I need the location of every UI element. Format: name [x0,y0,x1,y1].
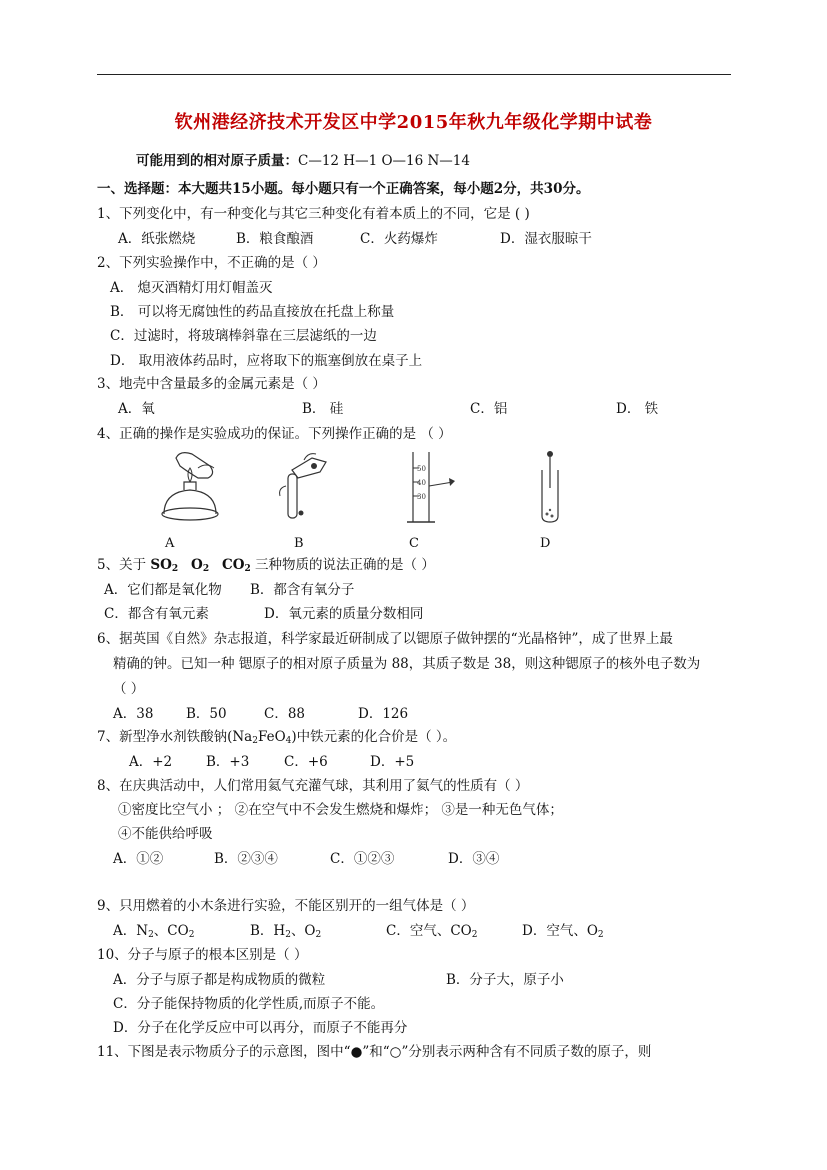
q7-option-c: C．+6 [284,754,328,770]
figure-label-c: C [409,536,419,551]
q10-option-b: B．分子大，原子小 [446,972,564,988]
q8-option-d: D．③④ [448,851,500,867]
q5-option-b: B．都含有氧分子 [250,582,355,598]
q6-line3: （ ） [113,681,145,697]
q5-option-a: A．它们都是氧化物 [104,582,222,598]
q8-properties-line1: ①密度比空气小 ； ②在空气中不会发生燃烧和爆炸； ③是一种无色气体； [118,802,563,818]
q3-option-d: D． 铁 [616,401,659,417]
q1-option-a: A．纸张燃烧 [118,231,196,247]
q8-properties-line2: ④不能供给呼吸 [118,826,213,842]
figure-b-test-tube-pour [268,448,338,523]
figure-d-dropper-tube [530,448,570,526]
q7-option-a: A．+2 [129,754,173,770]
q9-option-b: B．$H_2$、$O_2$ [250,923,322,940]
q3-stem: 3、地壳中含量最多的金属元素是（ ） [97,376,326,392]
q8-option-a: A．①② [113,851,164,867]
q8-option-c: C．①②③ [330,851,395,867]
q9-option-d: D．空气、$O_2$ [522,923,604,940]
q9-option-c: C．空气、$CO_2$ [386,923,478,940]
q1-stem: 1、下列变化中，有一种变化与其它三种变化有着本质上的不同，它是 ( ) [97,206,530,222]
page-title: 钦州港经济技术开发区中学2015年秋九年级化学期中试卷 [174,112,653,133]
q6-option-b: B．50 [186,706,227,722]
q10-option-c: C．分子能保持物质的化学性质,而原子不能。 [113,996,385,1012]
q10-option-d: D．分子在化学反应中可以再分，而原子不能再分 [113,1020,408,1036]
q6-option-a: A．38 [113,706,154,722]
q2-option-d: D． 取用液体药品时，应将取下的瓶塞倒放在桌子上 [110,353,423,369]
header-rule [97,74,731,75]
q6-option-d: D．126 [358,706,409,722]
atomic-mass-line [136,152,470,170]
q1-option-b: B．粮食酿酒 [236,231,314,247]
formula-so2: $SO_2$ [150,557,179,574]
q2-stem: 2、下列实验操作中，不正确的是（ ） [97,255,326,271]
q5-option-c: C．都含有氧元素 [104,606,209,622]
atomic-mass-values: C—12 H—1 O—16 N—14 [298,153,470,169]
q4-stem: 4、正确的操作是实验成功的保证。下列操作正确的是 （ ） [97,426,452,442]
q10-option-a: A．分子与原子都是构成物质的微粒 [113,972,326,988]
q6-line1: 6、据英国《自然》杂志报道，科学家最近研制成了以锶原子做钟摆的“光晶格钟”，成了世界上最 [97,631,673,647]
q3-option-c: C．铝 [470,401,508,417]
q6-line2: 精确的钟。已知一种 锶原子的相对原子质量为 88，其质子数是 38，则这种锶原子的核外电子数为 [113,656,701,672]
q5-option-d: D．氧元素的质量分数相同 [264,606,424,622]
q1-option-d: D．湿衣服晾干 [500,231,592,247]
formula-co2: $CO_2$ [221,557,251,574]
cylinder-tick-40: 40 [417,479,426,487]
atomic-mass-label: 可能用到的相对原子质量： [136,153,298,169]
q3-option-b: B． 硅 [302,401,344,417]
q2-option-b: B． 可以将无腐蚀性的药品直接放在托盘上称量 [110,304,395,320]
q3-option-a: A．氧 [118,401,155,417]
q5-stem: 5、关于 $SO_2$ $O_2$ $CO_2$ 三种物质的说法正确的是（ ） [97,557,435,574]
q11-stem: 11、下图是表示物质分子的示意图，图中“●”和“○”分别表示两种含有不同质子数的原子，则 [97,1044,652,1060]
q7-option-b: B．+3 [206,754,250,770]
q1-option-c: C．火药爆炸 [360,231,438,247]
cylinder-tick-50: 50 [417,465,426,473]
formula-o2: $O_2$ [191,557,210,574]
q9-option-a: A．$N_2$、$CO_2$ [113,923,195,940]
q2-option-a: A． 熄灭酒精灯用灯帽盖灭 [110,280,273,296]
section1-header: 一、选择题：本大题共15小题。每小题只有一个正确答案，每小题2分，共30分。 [97,181,590,197]
cylinder-tick-30: 30 [417,493,426,501]
figure-a-alcohol-lamp [150,448,230,523]
q8-option-b: B．②③④ [214,851,278,867]
figure-label-b: B [294,536,304,551]
q10-stem: 10、分子与原子的根本区别是（ ） [97,947,308,963]
q6-option-c: C．88 [264,706,306,722]
q7-option-d: D．+5 [370,754,415,770]
figure-label-a: A [165,536,175,551]
q2-option-c: C．过滤时，将玻璃棒斜靠在三层滤纸的一边 [110,328,377,344]
figure-c-graduated-cylinder [395,448,465,526]
figure-label-d: D [540,536,551,551]
q7-stem: 7、新型净水剂铁酸钠$(Na_2FeO_4)$中铁元素的化合价是（ ）。 [97,729,457,746]
q8-stem: 8、在庆典活动中，人们常用氦气充灌气球，其利用了氦气的性质有（ ） [97,778,529,794]
q9-stem: 9、只用燃着的小木条进行实验，不能区别开的一组气体是（ ） [97,898,475,914]
